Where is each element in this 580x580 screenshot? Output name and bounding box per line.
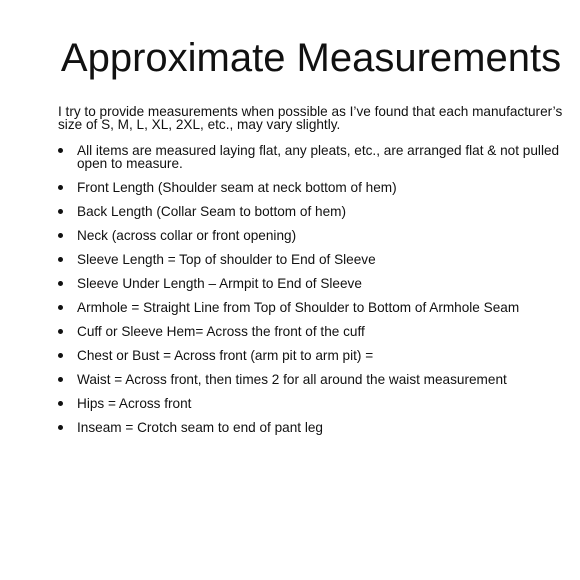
- list-item-text: Cuff or Sleeve Hem= Across the front of the cuff: [77, 324, 365, 339]
- bullet-icon: [58, 305, 63, 310]
- list-item: [58, 325, 566, 338]
- list-item-text: Hips = Across front: [77, 396, 192, 411]
- bullet-icon: [58, 401, 63, 406]
- list-item-text: Back Length (Collar Seam to bottom of hem): [77, 204, 346, 219]
- list-item: [58, 144, 566, 170]
- list-item: [58, 181, 566, 194]
- measurement-list: [58, 144, 566, 445]
- bullet-icon: [58, 425, 63, 430]
- slide-title: Approximate Measurements: [60, 36, 562, 80]
- list-item-text: Sleeve Length = Top of shoulder to End of Sleeve: [77, 252, 376, 267]
- list-item-text: All items are measured laying flat, any pleats, etc., are arranged flat & not pulled open to measure.: [77, 143, 560, 171]
- list-item: [58, 349, 566, 362]
- list-item: [58, 301, 566, 314]
- bullet-icon: [58, 209, 63, 214]
- list-item-text: Neck (across collar or front opening): [77, 228, 297, 243]
- bullet-icon: [58, 281, 63, 286]
- list-item: [58, 397, 566, 410]
- bullet-icon: [58, 329, 63, 334]
- bullet-icon: [58, 233, 63, 238]
- list-item: [58, 253, 566, 266]
- intro-paragraph: I try to provide measurements when possible as I’ve found that each manufacturer’s size of S, M, L, XL, 2XL, etc., may vary slightly.: [58, 104, 563, 132]
- list-item-text: Chest or Bust = Across front (arm pit to arm pit) =: [77, 348, 374, 363]
- list-item-text: Inseam = Crotch seam to end of pant leg: [77, 420, 323, 435]
- list-item: [58, 277, 566, 290]
- bullet-icon: [58, 377, 63, 382]
- list-item-text: Front Length (Shoulder seam at neck bottom of hem): [77, 180, 397, 195]
- bullet-icon: [58, 148, 63, 153]
- list-item-text: Armhole = Straight Line from Top of Shoulder to Bottom of Armhole Seam: [77, 300, 520, 315]
- list-item: [58, 373, 566, 386]
- bullet-icon: [58, 353, 63, 358]
- bullet-icon: [58, 185, 63, 190]
- bullet-icon: [58, 257, 63, 262]
- list-item-text: Waist = Across front, then times 2 for all around the waist measurement: [77, 372, 507, 387]
- list-item: [58, 421, 566, 434]
- list-item: [58, 205, 566, 218]
- list-item-text: Sleeve Under Length – Armpit to End of Sleeve: [77, 276, 362, 291]
- list-item: [58, 229, 566, 242]
